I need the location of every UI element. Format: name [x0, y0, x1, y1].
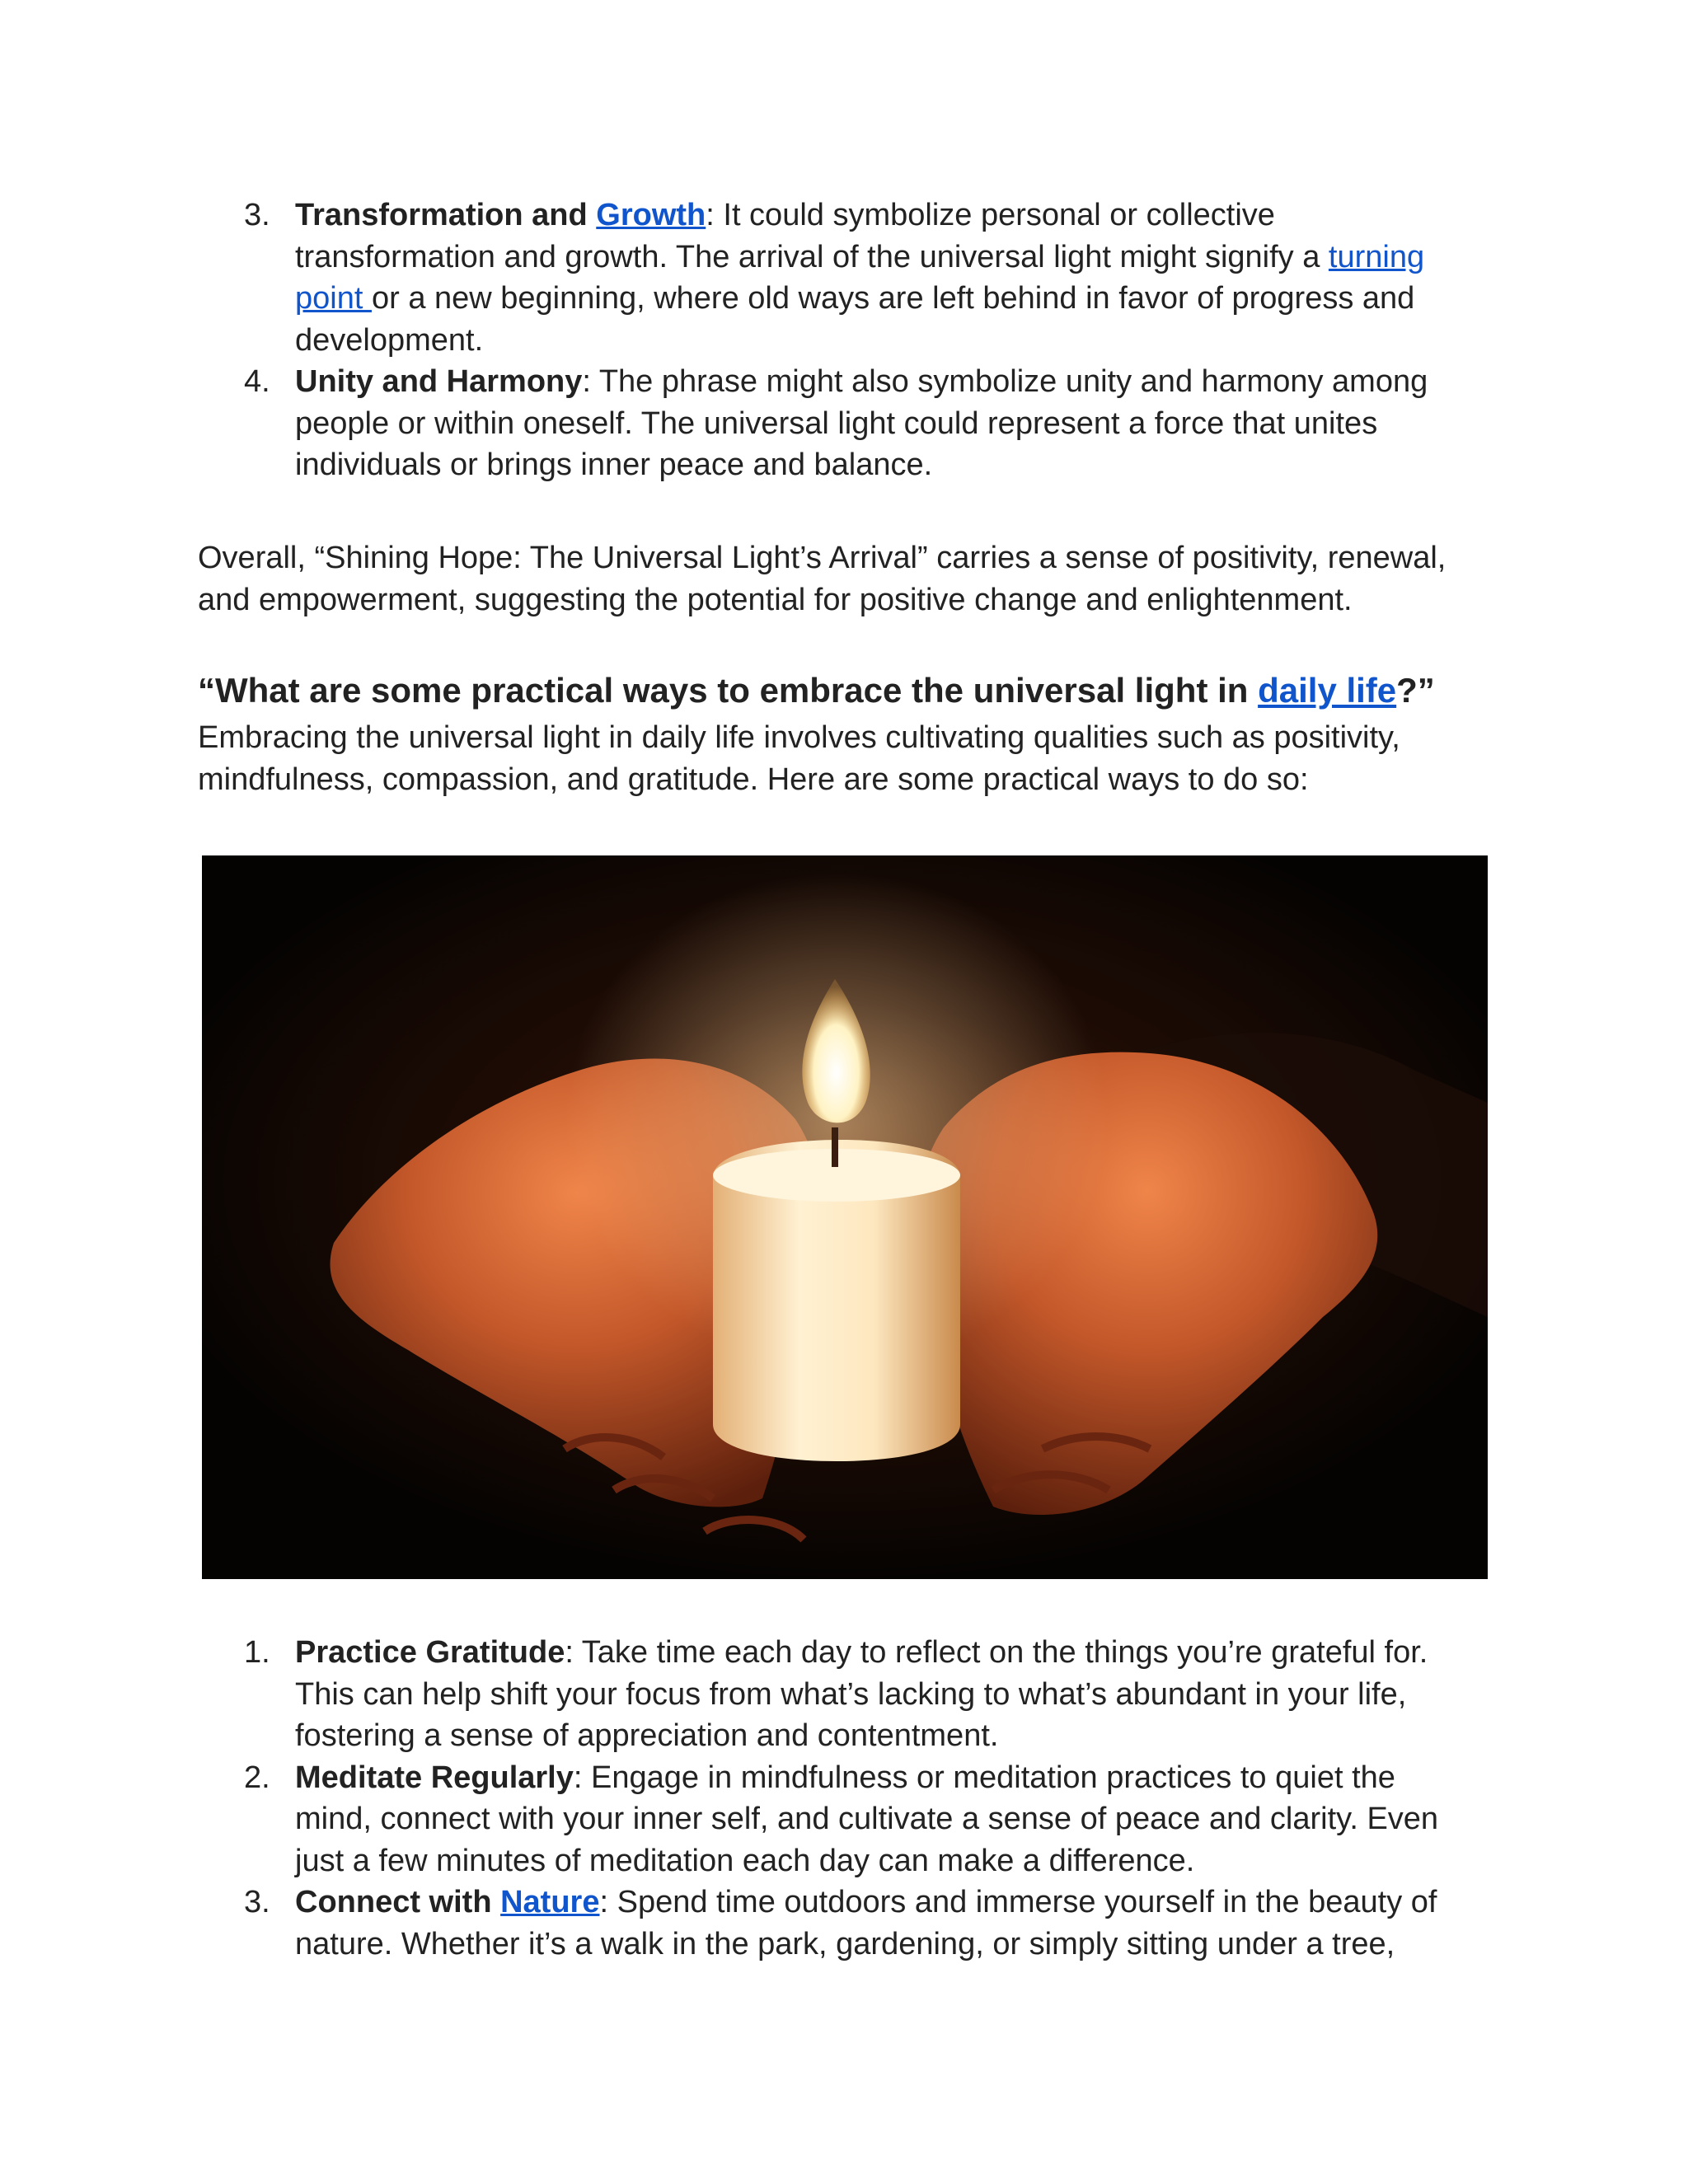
item-title: Unity and Harmony [295, 364, 583, 399]
list-number: 3. [244, 198, 270, 232]
list-item [0, 1632, 1449, 1757]
nature-link[interactable]: Nature [500, 1885, 600, 1919]
candle-in-hands-photo [202, 855, 1488, 1579]
item-title: Meditate Regularly [295, 1760, 574, 1795]
item-text: : Spend time outdoors and immerse yourself in the beauty of nature. Whether it’s a walk in the park, gardening, or simply sitting under a tree, [295, 1885, 1437, 1961]
daily-life-link[interactable]: daily life [1258, 671, 1397, 710]
list-item [0, 1757, 1449, 1882]
item-title: Practice Gratitude [295, 1635, 565, 1670]
section-heading [198, 668, 1500, 714]
turning-point-link[interactable]: turning point [295, 239, 1425, 316]
numbered-list-top [0, 194, 1688, 486]
item-text: : It could symbolize personal or collective transformation and growth. The arrival of the universal light might signify a [295, 198, 1329, 274]
overall-paragraph: Overall, “Shining Hope: The Universal Light’s Arrival” carries a sense of positivity, renewal, and empowerment, suggesting the potential for positive change and enlightenment. [198, 541, 1447, 617]
item-text: or a new beginning, where old ways are left behind in favor of progress and development. [295, 281, 1415, 358]
intro-paragraph: Embracing the universal light in daily life involves cultivating qualities such as positivity, mindfulness, compassion, and gratitude. Here are some practical ways to do so: [198, 720, 1400, 797]
list-item [0, 194, 1449, 361]
list-number: 3. [244, 1885, 270, 1919]
list-item [0, 361, 1449, 486]
item-text: : The phrase might also symbolize unity and harmony among people or within oneself. The universal light could represent a force that unites individuals or brings inner peace and balance. [295, 364, 1428, 482]
item-text: : Engage in mindfulness or meditation practices to quiet the mind, connect with your inner self, and cultivate a sense of peace and clarity. Even just a few minutes of meditation each day can make a difference. [295, 1760, 1439, 1878]
item-title: Transformation and [295, 198, 597, 232]
list-number: 4. [244, 364, 270, 399]
item-title: Connect with [295, 1885, 501, 1919]
numbered-list-bottom [0, 1632, 1688, 1965]
candle-photo-illustration [202, 855, 1488, 1579]
list-number: 1. [244, 1635, 270, 1670]
list-number: 2. [244, 1760, 270, 1795]
list-item [0, 1882, 1449, 1965]
item-text: : Take time each day to reflect on the things you’re grateful for. This can help shift your focus from what’s lacking to what’s abundant in your life, fostering a sense of appreciation and contentment. [295, 1635, 1428, 1753]
heading-text: “What are some practical ways to embrace the universal light in [198, 671, 1259, 710]
heading-text-end: ?” [1396, 671, 1435, 710]
growth-link[interactable]: Growth [596, 198, 706, 232]
